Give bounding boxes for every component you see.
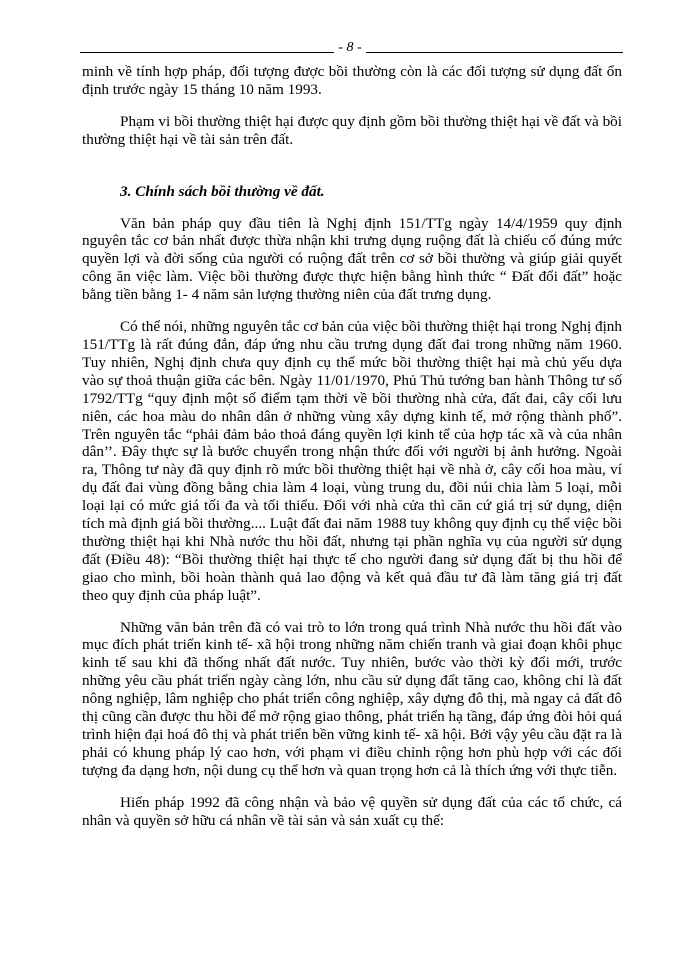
paragraph-decree-151: Văn bản pháp quy đầu tiên là Nghị định 151/TTg ngày 14/4/1959 quy định nguyên tắc cơ bản nhất được thừa nhận khi trưng dụng ruộng đất là chiếu cố đúng mức quyền lợi và đời sống của người có ruộng đất trên cơ sở bồi thường và giúp giải quyết công ăn việc làm. Việc bồi thường được thực hiện bằng hình thức “ Đất đổi đất” hoặc bằng tiền bằng 1- 4 năm sản lượng thường niên của đất trưng dụng. — [82, 214, 622, 304]
page-number — [0, 40, 700, 56]
page-number-text: - 8 - — [334, 40, 365, 55]
paragraph-legal-role: Những văn bản trên đã có vai trò to lớn trong quá trình Nhà nước thu hồi đất vào mục đích phát triển kinh tế- xã hội trong những năm chiến tranh và giai đoạn khôi phục kinh tế sau khi đã thống nhất đất nước. Tuy nhiên, bước vào thời kỳ đổi mới, trước những yêu cầu phát triển ngày càng lớn, nhu cầu sử dụng đất tăng cao, không chỉ là đất nông nghiệp, lâm nghiệp cho phát triển công nghiệp, xây dựng đô thị, mà ngay cả đất đô thị cũng cần được thu hồi để mở rộng giao thông, phát triển hạ tầng, đáp ứng đòi hỏi quá trình hiện đại hoá đô thị và phát triển bền vững kinh tế- xã hội. Bởi vậy yêu cầu đặt ra là phải có khung pháp lý cao hơn, với phạm vi điều chỉnh rộng hơn phù hợp với các đối tượng đa dạng hơn, nội dung cụ thể hơn và quan trọng hơn cả là thích ứng với thực tiễn. — [82, 618, 622, 779]
document-body — [82, 63, 622, 830]
section-heading: 3. Chính sách bồi thường về đất. — [120, 182, 325, 200]
paragraph-principles: Có thể nói, những nguyên tắc cơ bản của việc bồi thường thiệt hại trong Nghị định 151/TTg là rất đúng đắn, đáp ứng nhu cầu trưng dụng đất đai trong những năm 1960. Tuy nhiên, Nghị định chưa quy định cụ thể mức bồi thường thiệt hại mà chủ yếu dựa vào sự thoả thuận giữa các bên. Ngày 11/01/1970, Phủ Thủ tướng ban hành Thông tư số 1792/TTg “quy định một số điểm tạm thời về bồi thường nhà cửa, đất đai, cây cối lưu niên, các hoa màu do nhân dân ở những vùng xây dựng kinh tế, mở rộng thành phố”. Trên nguyên tắc “phải đảm bảo thoả đáng quyền lợi kinh tế của hợp tác xã và của nhân dân’’. Đây thực sự là bước chuyển trong nhận thức đối với người bị ảnh hưởng. Ngoài ra, Thông tư này đã quy định rõ mức bồi thường thiệt hại về nhà ở, cây cối hoa màu, ví dụ đất đai vùng đồng bằng chia làm 4 loại, vùng trung du, đồi núi chia làm 5 loại, mỗi loại lại có mức giá tối đa và tối thiểu. Đối với nhà cửa thì căn cứ giá trị sử dụng, diện tích mà định giá bồi thường.... Luật đất đai năm 1988 tuy không quy định cụ thể việc bồi thường thiệt hại khi Nhà nước thu hồi đất, nhưng tại phần nghĩa vụ của người sử dụng đất (Điều 48): “Bồi thường thiệt hại thực tế cho người đang sử dụng đất bị thu hồi để giao cho mình, bồi hoàn thành quả lao động và kết quả đầu tư đã làm tăng giá trị đất theo quy định của pháp luật”. — [82, 318, 622, 604]
paragraph-scope: Phạm vi bồi thường thiệt hại được quy định gồm bồi thường thiệt hại về đất và bồi thường thiệt hại về tài sản trên đất. — [82, 112, 622, 148]
paragraph-continuation: minh về tính hợp pháp, đối tượng được bồi thường còn là các đối tượng sử dụng đất ổn định trước ngày 15 tháng 10 năm 1993. — [82, 63, 622, 98]
paragraph-constitution-1992: Hiến pháp 1992 đã công nhận và bảo vệ quyền sử dụng đất của các tổ chức, cá nhân và quyền sở hữu cá nhân về tài sản và sản xuất cụ thể: — [82, 793, 622, 829]
